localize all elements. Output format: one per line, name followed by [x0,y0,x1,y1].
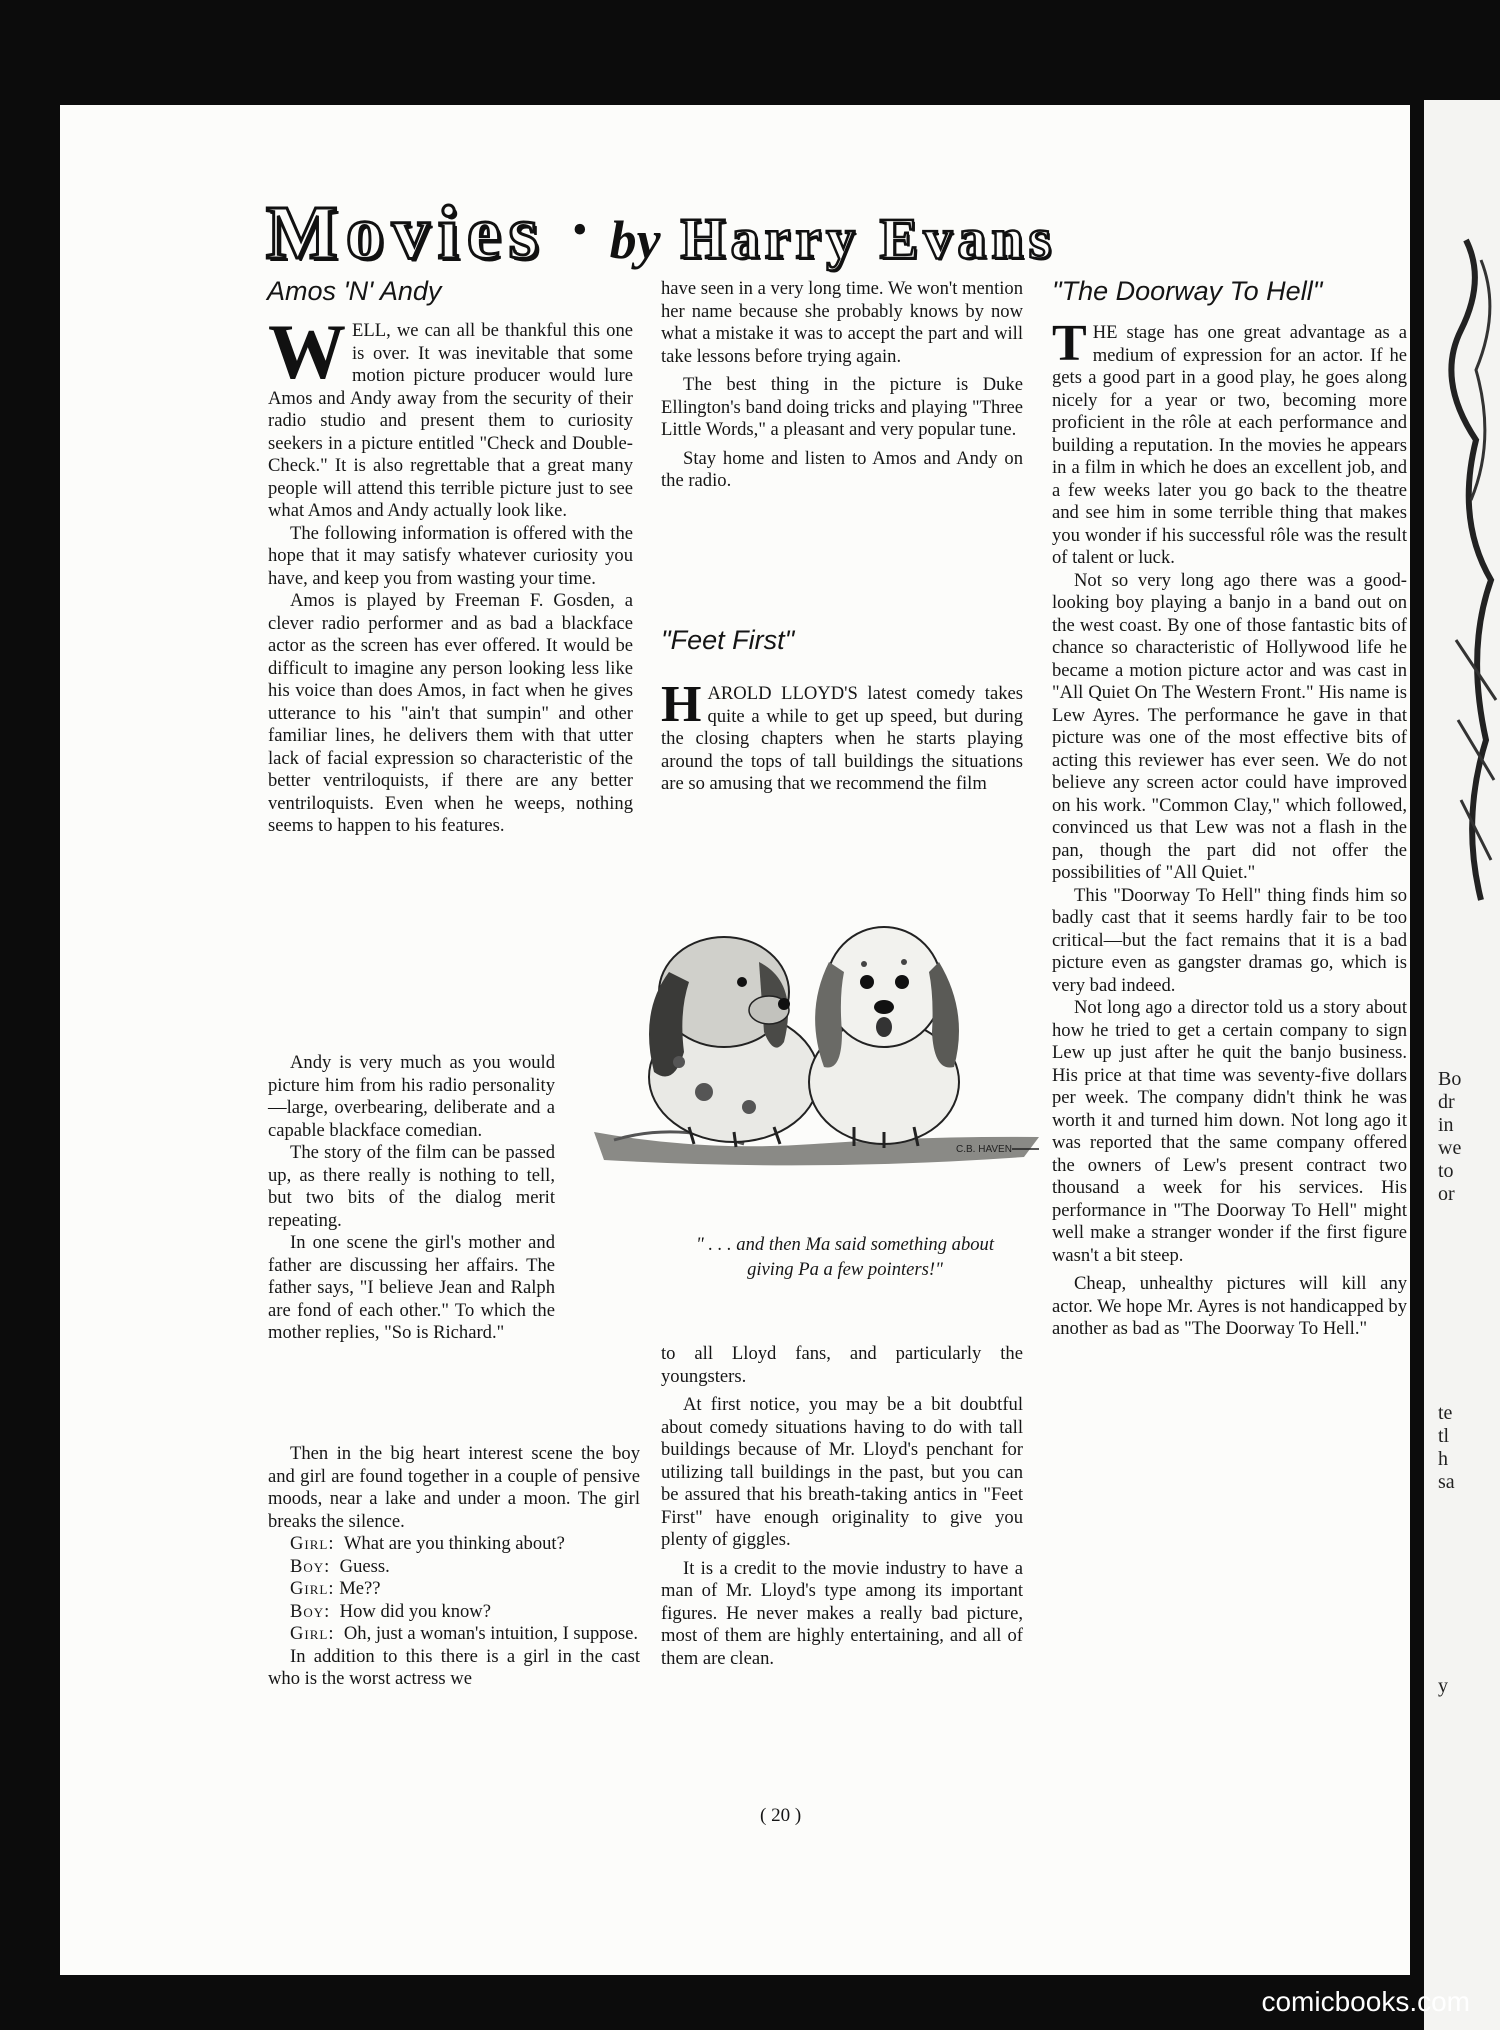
title-separator: • [572,205,588,254]
paragraph: The story of the film can be passed up, as there really is nothing to tell, but two bits of the dialog merit repeating. [268,1142,555,1231]
paragraph: Cheap, unhealthy pictures will kill any actor. We hope Mr. Ayres is not handicapped by another as bad as "The Doorway To Hell." [1052,1273,1407,1339]
line: Guess. [339,1555,390,1577]
paragraph: In one scene the girl's mother and father are discussing her affairs. The father says, "I believe Jean and Ralph are fond of each other." To which the mother replies, "So is Richard." [268,1232,555,1343]
column-2-mid [661,676,1023,796]
dropcap-h: H [661,676,702,733]
dialog-line [268,1533,640,1556]
adjacent-page [1424,100,1500,2030]
fragment: dr [1438,1091,1455,1113]
heading-doorway-to-hell: "The Doorway To Hell" [1052,276,1323,306]
fragment: to [1438,1160,1454,1182]
paragraph: Not long ago a director told us a story about how he tried to get a certain company to sign Lew up just after he quit the banjo business. His price at that time was seventy-five dollars per week. The company didn't think he was worth it and turned him down. Not long ago it was reported that the same company offered the owners of Lew's present contract two thousand a week for his services. His performance in "The Doorway To Hell" might well make a stranger wonder if the first figure wasn't a bit steep. [1052,997,1407,1266]
dialog-line [268,1556,640,1579]
page-number: ( 20 ) [760,1805,802,1826]
paragraph: Stay home and listen to Amos and Andy on the radio. [661,447,1023,491]
speaker: Boy: [290,1555,331,1577]
paragraph: The following information is offered with the hope that it may satisfy whatever curiosity you have, and keep you from wasting your time. [268,522,633,589]
line: What are you thinking about? [343,1533,565,1554]
column-3-top [1052,315,1407,1341]
dialog-line [268,1623,640,1646]
paragraph: AROLD LLOYD'S latest comedy takes quite a while to get up speed, but during the closing chapters when he starts playing around the tops of tall buildings the situations are so amusing that we recommend the film [661,683,1023,794]
illustration-signature: C.B. HAVEN [956,1144,1012,1155]
paragraph: This "Doorway To Hell" thing finds him so badly cast that it seems hardly fair to be too critical—but the fact remains that it is a bad picture even as gangster dramas go, which is very bad indeed. [1052,884,1407,996]
fragment: sa [1438,1471,1455,1493]
paragraph: Amos is played by Freeman F. Gosden, a clever radio performer and as bad a blackface actor as the screen has ever offered. It would be difficult to imagine any person looking less like his voice than does Amos, in fact when he gives utterance to his "ain't that sumpin" and other familiar lines, he delivers them with that utter lack of facial expression so characteristic of the better ventriloquists, if there are any better ventriloquists. Even when he weeps, nothing seems to happen to his features. [268,590,633,836]
dialog-line [268,1578,640,1601]
speaker: Girl: [290,1623,335,1644]
fragment: h [1438,1448,1448,1470]
paragraph: It is a credit to the movie industry to have a man of Mr. Lloyd's type among its important figures. He never makes a really bad picture, most of them are highly entertaining, and all of them are clean. [661,1557,1023,1669]
speaker: Girl: [290,1533,335,1554]
paragraph: to all Lloyd fans, and particularly the youngsters. [661,1343,1023,1387]
paragraph: Not so very long ago there was a good-looking boy playing a banjo in a band out on the west coast. By one of those fantastic bits of chance so characteristic of Hollywood life he became a motion picture actor and was cast in "All Quiet On The Western Front." His name is Lew Ayres. The performance he gave in that picture was one of the most effective bits of acting this reviewer has ever seen. We do not believe any screen actor could have improved on his work. "Common Clay," which followed, convinced us that Lew was not a flash in the pan, though the part did not offer the possibilities of "All Quiet." [1052,569,1407,883]
adjacent-page-sketch [1446,220,1500,1120]
speaker: Boy: [290,1600,331,1622]
puppies-illustration [584,882,1044,1172]
watermark: comicbooks.com [1261,1986,1470,2017]
fragment: or [1438,1183,1455,1205]
fragment: we [1438,1137,1462,1159]
column-2-top [661,278,1023,493]
page-title [266,190,1396,275]
title-by: by [609,210,661,270]
column-2-bottom [661,1343,1023,1670]
fragment: tl [1438,1425,1450,1447]
paragraph: At first notice, you may be a bit doubtful about comedy situations having to do with tall buildings because of Mr. Lloyd's penchant for utilizing tall buildings in the past, but you can be assured that his breath-taking antics in "Feet First" have enough originality to give you plenty of giggles. [661,1394,1023,1550]
paragraph: have seen in a very long time. We won't mention her name because she probably knows by now what a mistake it was to accept the part and will take lessons before trying again. [661,278,1023,367]
speaker: Girl: [290,1578,335,1599]
paragraph: ELL, we can all be thankful this one is over. It was inevitable that some motion picture producer would lure Amos and Andy away from the security of their radio studio and present them to curiosity seekers in a picture entitled "Check and Double-Check." It is also regrettable that a great many people will attend this terrible picture just to see what Amos and Andy actually look like. [268,320,633,521]
fragment: Bo [1438,1068,1462,1090]
dropcap-t: T [1052,315,1087,372]
fragment: in [1438,1114,1454,1136]
paragraph: Then in the big heart interest scene the boy and girl are found together in a couple of pensive moods, near a lake and under a moon. The girl breaks the silence. [268,1443,640,1532]
paragraph: HE stage has one great advantage as a medium of expression for an actor. If he gets a good part in a good play, he goes along nicely for a year or two, becoming more proficient in the rôle at each performance and building a reputation. In the movies he appears in a film in which he does an excellent job, and a few weeks later you go back to the theatre and see him in some terrible thing that makes you wonder if his successful rôle was the result of talent or luck. [1052,322,1407,568]
caption-line: giving Pa a few pointers!" [747,1259,943,1280]
heading-feet-first: "Feet First" [661,625,795,655]
dialog-line [268,1601,640,1624]
line: Me?? [339,1578,381,1599]
title-author: Harry Evans [680,206,1057,271]
title-main: Movies [266,191,547,275]
line: Oh, just a woman's intuition, I suppose. [343,1623,638,1644]
column-1-bottom [268,1443,640,1691]
fragment: y [1438,1675,1448,1697]
paragraph: The best thing in the picture is Duke Ellington's band doing tricks and playing "Three Little Words," a pleasant and very popular tune. [661,374,1023,440]
column-1-narrow [268,1052,555,1345]
paragraph: Andy is very much as you would picture him from his radio personality—large, overbearing, deliberate and a capable blackface comedian. [268,1052,555,1141]
fragment: te [1438,1402,1453,1424]
paragraph: In addition to this there is a girl in the cast who is the worst actress we [268,1645,640,1689]
heading-amos-n-andy: Amos 'N' Andy [267,276,442,306]
dropcap-w: W [268,308,346,395]
line: How did you know? [339,1600,491,1622]
column-1-top [268,308,633,838]
caption-line: " . . . and then Ma said something about [695,1234,995,1255]
illustration-caption [640,1232,1050,1282]
